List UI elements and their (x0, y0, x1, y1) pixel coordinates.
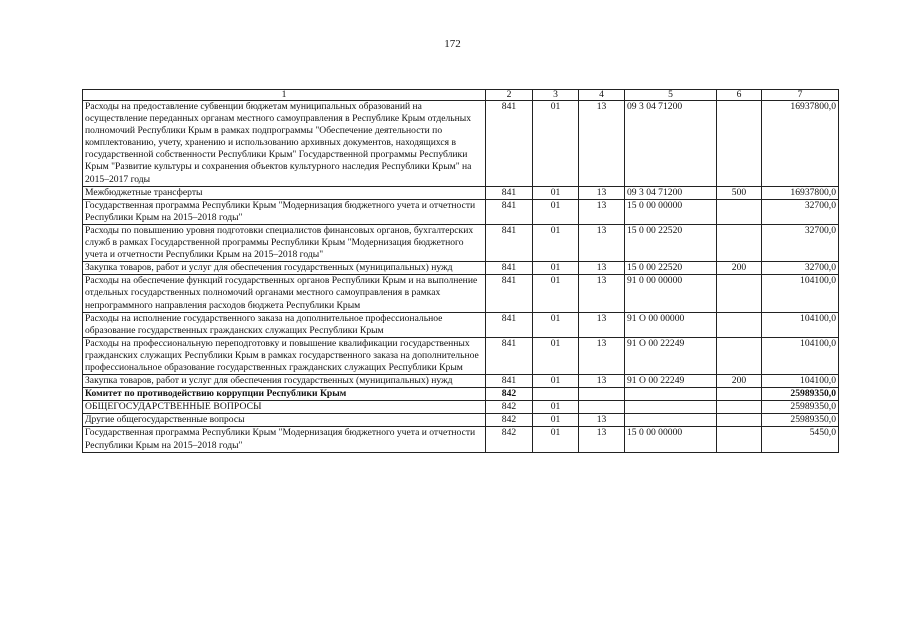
row-sum-cell: 16937800,0 (762, 101, 839, 187)
row-ved-cell: 841 (486, 337, 533, 374)
table-row (83, 224, 839, 261)
row-vr-cell: 200 (717, 375, 762, 388)
row-ved-cell: 842 (486, 427, 533, 452)
row-sum-cell: 104100,0 (762, 375, 839, 388)
row-rz-cell: 01 (533, 427, 579, 452)
row-name-cell: Комитет по противодействию коррупции Республики Крым (83, 388, 486, 401)
row-ved-cell: 842 (486, 388, 533, 401)
header-col-6: 6 (717, 90, 762, 101)
row-name-cell: ОБЩЕГОСУДАРСТВЕННЫЕ ВОПРОСЫ (83, 401, 486, 414)
row-csr-cell: 91 0 00 00000 (625, 275, 717, 312)
table-row (83, 101, 839, 187)
row-rz-cell: 01 (533, 224, 579, 261)
row-sum-cell: 25989350,0 (762, 414, 839, 427)
row-name-cell: Закупка товаров, работ и услуг для обеспечения государственных (муниципальных) нужд (83, 375, 486, 388)
row-vr-cell (717, 275, 762, 312)
row-sum-cell: 32700,0 (762, 199, 839, 224)
row-pr-cell: 13 (579, 101, 625, 187)
row-ved-cell: 841 (486, 186, 533, 199)
row-name-cell: Расходы по повышению уровня подготовки специалистов финансовых органов, бухгалтерских служб в рамках Государственной программы Республики Крым "Модернизация бюджетного учета и отчетности Республики Крым на 2015–2018 годы" (83, 224, 486, 261)
row-rz-cell: 01 (533, 337, 579, 374)
row-pr-cell (579, 401, 625, 414)
row-pr-cell: 13 (579, 199, 625, 224)
row-pr-cell: 13 (579, 186, 625, 199)
header-col-1: 1 (83, 90, 486, 101)
row-csr-cell (625, 388, 717, 401)
row-name-cell: Расходы на профессиональную переподготовку и повышение квалификации государственных гражданских служащих Республики Крым в рамках государственного заказа на дополнительное профессиональное образование государственных гражданских служащих Республики Крым (83, 337, 486, 374)
row-name-cell: Расходы на обеспечение функций государственных органов Республики Крым и на выполнение отдельных государственных полномочий органами местного самоуправления в рамках непрограммного направления расходов бюджета Республики Крым (83, 275, 486, 312)
row-pr-cell: 13 (579, 312, 625, 337)
row-rz-cell: 01 (533, 101, 579, 187)
table-row (83, 427, 839, 452)
table-row (83, 262, 839, 275)
row-name-cell: Расходы на предоставление субвенции бюджетам муниципальных образований на осуществление переданных органам местного самоуправления в Республике Крым отдельных полномочий Республики Крым в рамках подпрограммы "Обеспечение деятельности по комплектованию, учету, хранению и использованию архивных документов, находящихся в государственной собственности Республики Крым" Государственной программы Республики Крым "Развитие культуры и сохранения объектов культурного наследия Республики Крым" на 2015–2017 годы (83, 101, 486, 187)
row-vr-cell (717, 401, 762, 414)
row-sum-cell: 104100,0 (762, 337, 839, 374)
header-col-4: 4 (579, 90, 625, 101)
row-sum-cell: 5450,0 (762, 427, 839, 452)
row-pr-cell: 13 (579, 375, 625, 388)
page-number: 172 (444, 38, 461, 50)
row-csr-cell (625, 401, 717, 414)
row-pr-cell (579, 388, 625, 401)
row-rz-cell: 01 (533, 186, 579, 199)
row-sum-cell: 32700,0 (762, 224, 839, 261)
row-rz-cell: 01 (533, 414, 579, 427)
row-ved-cell: 842 (486, 401, 533, 414)
header-col-5: 5 (625, 90, 717, 101)
row-vr-cell: 500 (717, 186, 762, 199)
table-row (83, 388, 839, 401)
row-rz-cell: 01 (533, 401, 579, 414)
row-ved-cell: 841 (486, 101, 533, 187)
row-csr-cell: 09 3 04 71200 (625, 101, 717, 187)
row-ved-cell: 841 (486, 375, 533, 388)
row-pr-cell: 13 (579, 262, 625, 275)
row-csr-cell (625, 414, 717, 427)
row-csr-cell: 15 0 00 00000 (625, 427, 717, 452)
row-name-cell: Государственная программа Республики Крым "Модернизация бюджетного учета и отчетности Республики Крым на 2015–2018 годы" (83, 427, 486, 452)
row-csr-cell: 91 О 00 22249 (625, 375, 717, 388)
row-name-cell: Закупка товаров, работ и услуг для обеспечения государственных (муниципальных) нужд (83, 262, 486, 275)
row-name-cell: Расходы на исполнение государственного заказа на дополнительное профессиональное образование государственных гражданских служащих Республики Крым (83, 312, 486, 337)
row-ved-cell: 842 (486, 414, 533, 427)
row-vr-cell (717, 337, 762, 374)
row-pr-cell: 13 (579, 275, 625, 312)
row-pr-cell: 13 (579, 427, 625, 452)
header-col-3: 3 (533, 90, 579, 101)
row-rz-cell: 01 (533, 375, 579, 388)
row-ved-cell: 841 (486, 262, 533, 275)
row-csr-cell: 15 0 00 00000 (625, 199, 717, 224)
row-sum-cell: 104100,0 (762, 312, 839, 337)
row-rz-cell: 01 (533, 275, 579, 312)
row-rz-cell: 01 (533, 199, 579, 224)
row-ved-cell: 841 (486, 199, 533, 224)
header-col-7: 7 (762, 90, 839, 101)
row-rz-cell: 01 (533, 262, 579, 275)
row-vr-cell (717, 224, 762, 261)
row-csr-cell: 15 0 00 22520 (625, 262, 717, 275)
row-ved-cell: 841 (486, 224, 533, 261)
row-pr-cell: 13 (579, 337, 625, 374)
row-rz-cell: 01 (533, 312, 579, 337)
row-name-cell: Государственная программа Республики Крым "Модернизация бюджетного учета и отчетности Республики Крым на 2015–2018 годы" (83, 199, 486, 224)
table-row (83, 186, 839, 199)
row-rz-cell (533, 388, 579, 401)
row-sum-cell: 25989350,0 (762, 401, 839, 414)
budget-table (82, 89, 839, 453)
table-row (83, 401, 839, 414)
row-sum-cell: 104100,0 (762, 275, 839, 312)
row-pr-cell: 13 (579, 414, 625, 427)
row-csr-cell: 91 О 00 00000 (625, 312, 717, 337)
row-vr-cell (717, 101, 762, 187)
row-vr-cell (717, 414, 762, 427)
table-row (83, 337, 839, 374)
header-row (83, 90, 839, 101)
row-vr-cell (717, 388, 762, 401)
row-vr-cell (717, 312, 762, 337)
row-csr-cell: 91 О 00 22249 (625, 337, 717, 374)
row-ved-cell: 841 (486, 312, 533, 337)
row-vr-cell: 200 (717, 262, 762, 275)
header-col-2: 2 (486, 90, 533, 101)
table-row (83, 375, 839, 388)
row-ved-cell: 841 (486, 275, 533, 312)
row-sum-cell: 32700,0 (762, 262, 839, 275)
row-pr-cell: 13 (579, 224, 625, 261)
table-row (83, 414, 839, 427)
table-row (83, 199, 839, 224)
row-name-cell: Межбюджетные трансферты (83, 186, 486, 199)
row-vr-cell (717, 427, 762, 452)
row-name-cell: Другие общегосударственные вопросы (83, 414, 486, 427)
row-sum-cell: 16937800,0 (762, 186, 839, 199)
table-row (83, 275, 839, 312)
row-sum-cell: 25989350,0 (762, 388, 839, 401)
row-vr-cell (717, 199, 762, 224)
row-csr-cell: 15 0 00 22520 (625, 224, 717, 261)
table-row (83, 312, 839, 337)
row-csr-cell: 09 3 04 71200 (625, 186, 717, 199)
table-body (83, 101, 839, 453)
